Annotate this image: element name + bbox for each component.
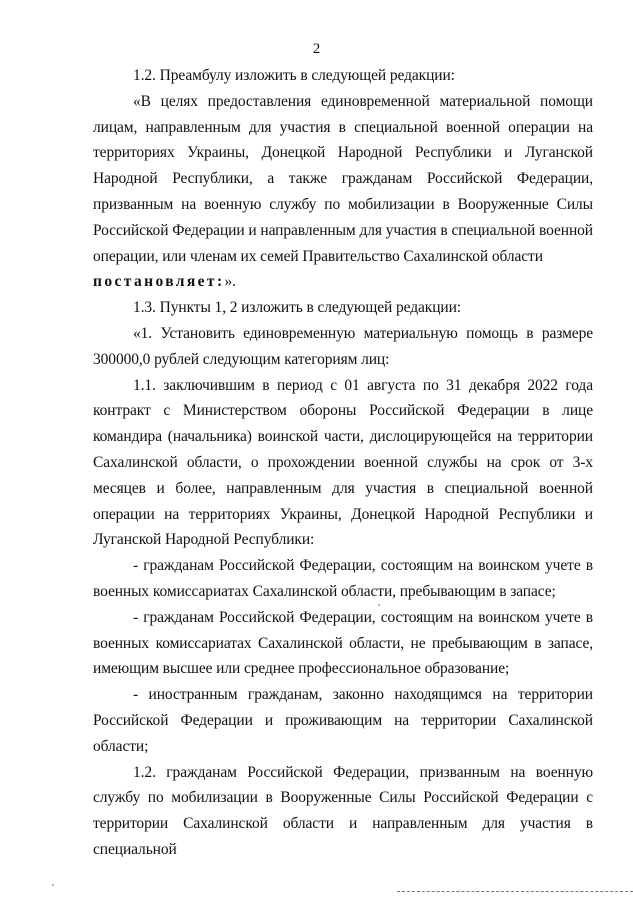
- document-body: [93, 63, 593, 863]
- paragraph-point-1: «1. Установить единовременную материальную помощь в размере 300000,0 рублей следующим категориям лиц:: [93, 324, 593, 368]
- preamble-text: «В целях предоставления единовременной материальной помощи лицам, направленным для участия в специальной военной операции на территориях Украины, Донецкой Народной Республики и Луганской Народной Республики, а также гражданам Российской Федерации, призванным на военную службу по мобилизации в Вооруженные Силы Российской Федерации и направленным для участия в специальной военной операции, или членам их семей Правительство Сахалинской области: [93, 92, 593, 265]
- paragraph-preamble-text: [93, 89, 593, 295]
- decree-keyword: постановляет:: [93, 273, 225, 291]
- list-item-non-reserve: - гражданам Российской Федерации, состоящим на воинском учете в военных комиссариатах Сахалинской области, не пребывающим в запасе, имеющим высшее или среднее профессиональное образование;: [93, 608, 593, 678]
- preamble-closing: ».: [224, 273, 236, 291]
- scan-speck: [378, 604, 380, 606]
- scan-edge-line: [397, 891, 633, 892]
- list-item-foreign-citizens: - иностранным гражданам, законно находящимся на территории Российской Федерации и проживающим на территории Сахалинской области;: [93, 686, 593, 755]
- paragraph-points-heading: 1.3. Пункты 1, 2 изложить в следующей редакции:: [133, 299, 462, 317]
- paragraph-point-1-2: 1.2. гражданам Российской Федерации, призванным на военную службу по мобилизации в Вооруженные Силы Российской Федерации с территории Сахалинской области и направленным для участия в специальной: [93, 763, 593, 858]
- paragraph-preamble-heading: 1.2. Преамбулу изложить в следующей редакции:: [133, 67, 455, 84]
- scan-speck: [52, 884, 54, 886]
- page-number: 2: [312, 41, 321, 57]
- list-item-reserve: - гражданам Российской Федерации, состоящим на воинском учете в военных комиссариатах Сахалинской области, пребывающим в запасе;: [93, 557, 593, 600]
- paragraph-point-1-1: 1.1. заключившим в период с 01 августа по 31 декабря 2022 года контракт с Министерством обороны Российской Федерации в лице командира (начальника) воинской части, дислоцирующейся на территории Сахалинской области, о прохождении военной службы на срок от 3-х месяцев и более, направленным для участия в специальной военной операции на территориях Украины, Донецкой Народной Республики и Луганской Народной Республики:: [93, 376, 593, 549]
